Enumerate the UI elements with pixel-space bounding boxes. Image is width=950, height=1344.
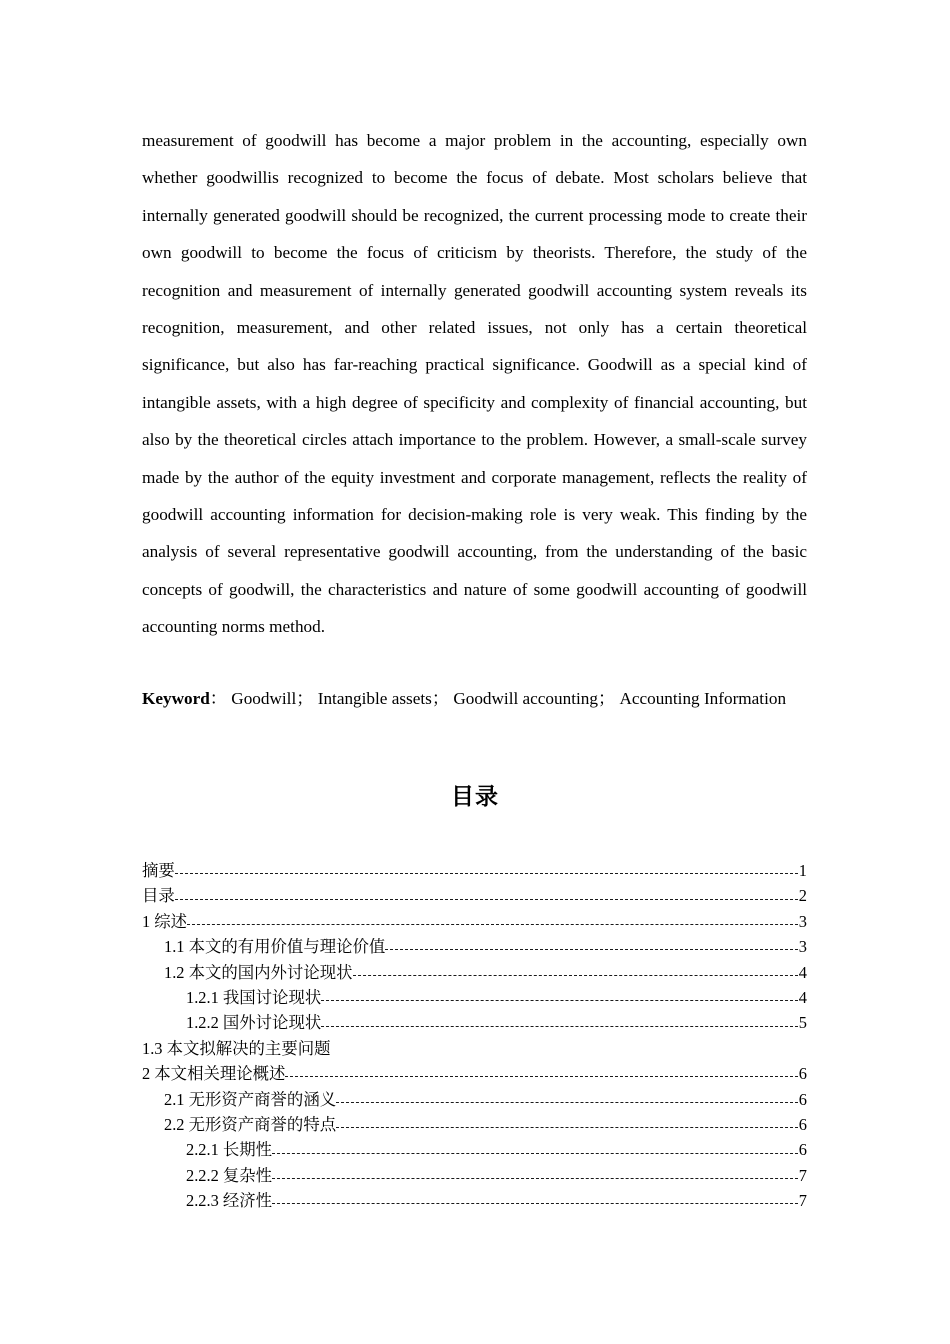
toc-entry[interactable] xyxy=(142,883,807,908)
toc-entry[interactable] xyxy=(142,1036,807,1061)
toc-entry-page-number: 6 xyxy=(798,1089,807,1109)
toc-entry-title: 2.2.3 经济性 xyxy=(186,1191,273,1211)
toc-entry-title: 1.2.2 国外讨论现状 xyxy=(186,1013,322,1033)
toc-leader-dashes xyxy=(336,1127,798,1128)
toc-entry-page-number: 6 xyxy=(798,1064,807,1084)
toc-entry-page-number: 6 xyxy=(798,1140,807,1160)
abstract-paragraph: measurement of goodwill has become a major problem in the accounting, especially own whether goodwillis recognized to become the focus of debate. Most scholars believe that internally generated goodwill should be recognized, the current processing mode to create their own goodwill to become the focus of criticism by theorists. Therefore, the study of the recognition and measurement of internally generated goodwill accounting system reveals its recognition, measurement, and other related issues, not only has a certain theoretical significance, but also has far-reaching practical significance. Goodwill as a special kind of intangible assets, with a high degree of specificity and complexity of financial accounting, but also by the theoretical circles attach importance to the problem. However, a small-scale survey made by the author of the equity investment and corporate management, reflects the reality of goodwill accounting information for decision-making role is very weak. This finding by the analysis of several representative goodwill accounting, from the understanding of the basic concepts of goodwill, the characteristics and nature of some goodwill accounting of goodwill accounting norms method. xyxy=(142,131,807,637)
toc-entry-page-number: 5 xyxy=(798,1013,807,1033)
toc-leader-dashes xyxy=(272,1178,798,1179)
toc-entry-page-number: 2 xyxy=(798,886,807,906)
keyword-block xyxy=(142,680,807,717)
toc-entry-page-number: 3 xyxy=(798,911,807,931)
toc-entry-title: 1.2.1 我国讨论现状 xyxy=(186,988,322,1008)
toc-leader-dashes xyxy=(272,1203,798,1204)
toc-entry-title: 1.1 本文的有用价值与理论价值 xyxy=(164,937,386,957)
toc-entry[interactable] xyxy=(142,1137,807,1162)
toc-leader-dashes xyxy=(353,975,799,976)
toc-leader-dashes xyxy=(385,949,798,950)
toc-entry-page-number: 6 xyxy=(798,1115,807,1135)
toc-entry-page-number: 3 xyxy=(798,937,807,957)
keyword-colon: ： xyxy=(209,689,227,708)
toc-entry[interactable] xyxy=(142,1188,807,1213)
toc-entry[interactable] xyxy=(142,858,807,883)
toc-entry[interactable] xyxy=(142,909,807,934)
keyword-label: Keyword xyxy=(142,689,210,708)
toc-entry[interactable] xyxy=(142,1061,807,1086)
toc-entry-title: 2.2.1 长期性 xyxy=(186,1140,273,1160)
toc-leader-dashes xyxy=(175,873,798,874)
keyword-separator-3: ； xyxy=(597,689,616,708)
keyword-term-4: Accounting Information xyxy=(619,689,787,708)
toc-entry-title: 摘要 xyxy=(142,861,175,880)
toc-entry[interactable] xyxy=(142,1087,807,1112)
toc-entry-title: 2.1 无形资产商誉的涵义 xyxy=(164,1089,337,1109)
toc-list xyxy=(142,858,807,1214)
toc-entry-title: 2 本文相关理论概述 xyxy=(142,1064,286,1084)
toc-entry[interactable] xyxy=(142,1112,807,1137)
toc-entry[interactable] xyxy=(142,1163,807,1188)
toc-entry-title: 2.2 无形资产商誉的特点 xyxy=(164,1115,337,1135)
toc-entry-title: 目录 xyxy=(142,886,175,906)
toc-entry[interactable] xyxy=(142,1010,807,1035)
toc-leader-dashes xyxy=(321,1026,798,1027)
toc-entry-page-number: 4 xyxy=(798,962,807,982)
toc-entry-title: 2.2.2 复杂性 xyxy=(186,1165,273,1185)
toc-leader-dashes xyxy=(175,899,798,900)
toc-entry[interactable] xyxy=(142,960,807,985)
toc-entry-page-number: 1 xyxy=(798,861,807,880)
toc-leader-dashes xyxy=(336,1102,798,1103)
toc-entry-title: 1 综述 xyxy=(142,911,188,931)
toc-entry-page-number: 4 xyxy=(798,988,807,1008)
toc-entry[interactable] xyxy=(142,934,807,959)
toc-entry-title: 1.2 本文的国内外讨论现状 xyxy=(164,962,353,982)
keyword-separator-2: ； xyxy=(431,689,450,708)
toc-leader-dashes xyxy=(321,1000,798,1001)
toc-entry-page-number: 7 xyxy=(798,1165,807,1185)
abstract-body-block xyxy=(142,122,807,646)
toc-leader-dashes xyxy=(187,924,798,925)
keyword-separator-1: ； xyxy=(296,689,314,708)
keyword-line xyxy=(142,680,807,717)
toc-leader-dashes xyxy=(285,1076,798,1077)
keyword-term-1: Goodwill xyxy=(231,689,297,708)
keyword-term-2: Intangible assets xyxy=(317,689,432,708)
keyword-term-3: Goodwill accounting xyxy=(453,689,598,708)
toc-heading: 目录 xyxy=(451,784,499,810)
toc-leader-dashes xyxy=(272,1153,798,1154)
toc-entry[interactable] xyxy=(142,985,807,1010)
toc-entry-page-number: 7 xyxy=(798,1191,807,1211)
toc-entry-title: 1.3 本文拟解决的主要问题 xyxy=(142,1038,331,1058)
